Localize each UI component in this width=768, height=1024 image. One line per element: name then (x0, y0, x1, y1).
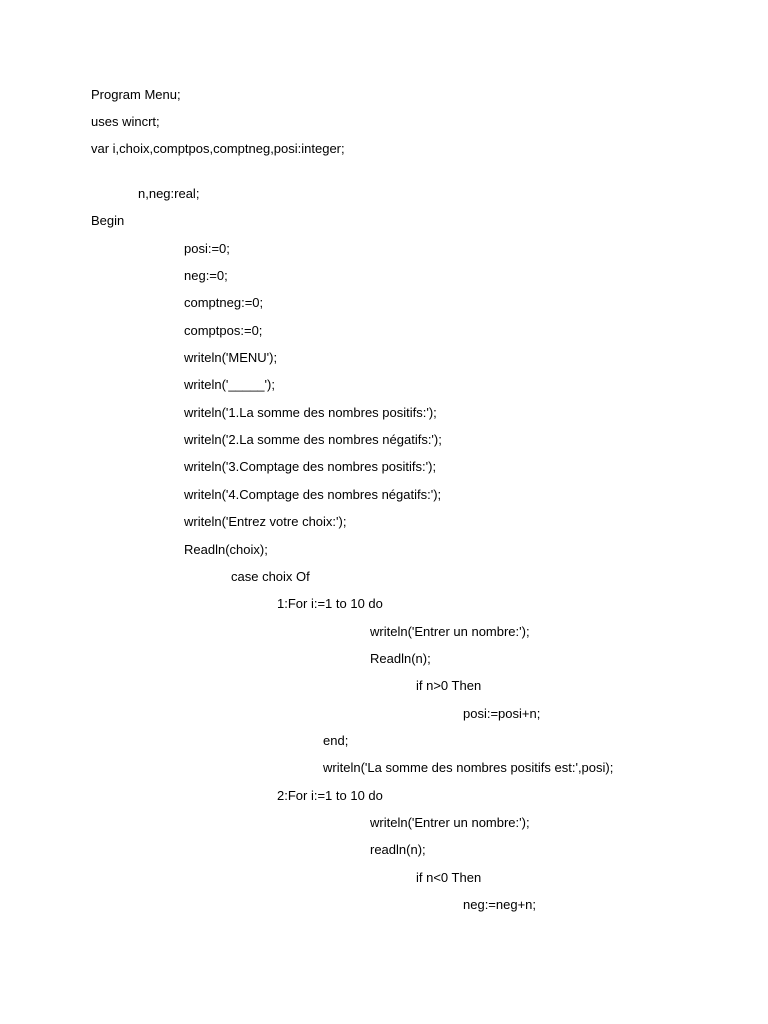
code-line: var i,choix,comptpos,comptneg,posi:integer; (91, 141, 345, 156)
code-line: 2:For i:=1 to 10 do (277, 788, 383, 803)
code-line: writeln('4.Comptage des nombres négatifs:'); (184, 487, 442, 502)
code-line: writeln('La somme des nombres positifs est:',posi); (323, 760, 614, 775)
code-line: writeln('Entrez votre choix:'); (184, 514, 347, 529)
code-line: neg:=0; (184, 268, 228, 283)
code-line: 1:For i:=1 to 10 do (277, 596, 383, 611)
code-line: neg:=neg+n; (463, 897, 537, 912)
code-line: writeln('_____'); (184, 377, 275, 392)
code-line: writeln('MENU'); (184, 350, 278, 365)
code-line: writeln('2.La somme des nombres négatifs:'); (184, 432, 442, 447)
code-line: Begin (91, 213, 125, 228)
code-line: writeln('3.Comptage des nombres positifs:'); (184, 459, 437, 474)
code-line: Program Menu; (91, 87, 181, 102)
code-line: end; (323, 733, 349, 748)
code-line: writeln('Entrer un nombre:'); (370, 624, 530, 639)
code-line: Readln(choix); (184, 542, 268, 557)
code-line: writeln('1.La somme des nombres positifs:'); (184, 405, 437, 420)
code-line: readln(n); (370, 842, 426, 857)
code-line: Readln(n); (370, 651, 431, 666)
code-line: comptpos:=0; (184, 323, 263, 338)
code-line: n,neg:real; (138, 186, 200, 201)
code-line: if n>0 Then (416, 678, 482, 693)
code-line: posi:=posi+n; (463, 706, 541, 721)
code-line: uses wincrt; (91, 114, 160, 129)
code-line: comptneg:=0; (184, 295, 264, 310)
code-line: case choix Of (231, 569, 310, 584)
code-line: writeln('Entrer un nombre:'); (370, 815, 530, 830)
code-line: if n<0 Then (416, 870, 482, 885)
code-line: posi:=0; (184, 241, 230, 256)
